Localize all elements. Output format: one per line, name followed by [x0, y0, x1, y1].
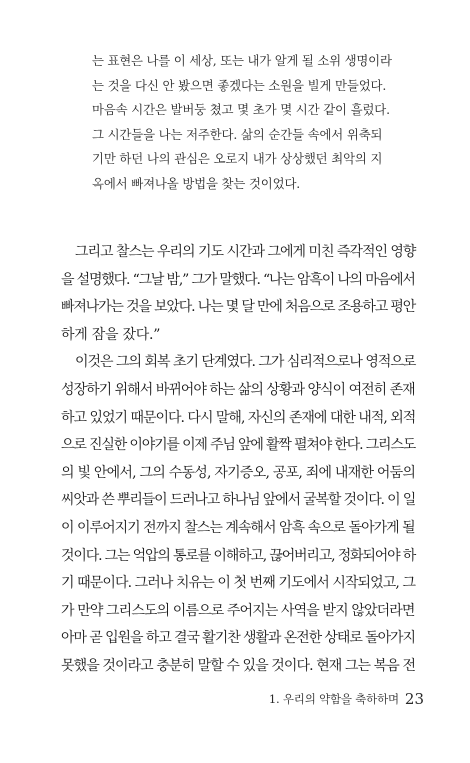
body-text [61, 239, 415, 681]
body-line: 으로 진실한 이야기를 이제 주님 앞에 활짝 펼쳐야 한다. 그리스도 [61, 437, 416, 454]
body-line: 이 이루어지기 전까지 찰스는 계속해서 암흑 속으로 돌아가게 될 [61, 519, 415, 536]
body-line: 빠져나가는 것을 보았다. 나는 몇 달 만에 처음으로 조용하고 평안 [61, 299, 416, 316]
quote-line: 마음속 시간은 발버둥 쳤고 몇 초가 몇 시간 같이 흘렀다. [92, 102, 390, 118]
body-line: 못했을 것이라고 충분히 말할 수 있을 것이다. 현재 그는 복음 전 [61, 657, 416, 674]
quote-line: 그 시간들을 나는 저주한다. 삶의 순간들 속에서 위축되 [92, 126, 383, 142]
quote-line: 기만 하던 나의 관심은 오로지 내가 상상했던 최악의 지 [92, 151, 383, 167]
body-line: 의 빛 안에서, 그의 수동성, 자기증오, 공포, 죄에 내재한 어둠의 [61, 464, 416, 481]
body-line: 기 때문이다. 그러나 치유는 이 첫 번째 기도에서 시작되었고, 그 [61, 575, 416, 592]
body-line: 것이다. 그는 억압의 통로를 이해하고, 끊어버리고, 정화되어야 하 [61, 547, 416, 564]
body-line: 아마 곧 입원을 하고 결국 활기찬 생활과 온전한 상태로 돌아가지 [61, 630, 415, 647]
chapter-title: 1. 우리의 약함을 축하하며 [268, 692, 399, 706]
page-footer [269, 690, 424, 708]
page-number: 23 [404, 690, 424, 708]
body-line: 성장하기 위해서 바뀌어야 하는 삶의 상황과 양식이 여전히 존재 [61, 381, 415, 398]
body-line: 이것은 그의 회복 초기 단계였다. 그가 심리적으로나 영적으로 [75, 354, 416, 371]
body-line: 씨앗과 쓴 뿌리들이 드러나고 하나님 앞에서 굴복할 것이다. 이 일 [61, 492, 416, 509]
quote-line: 옥에서 빠져나올 방법을 찾는 것이었다. [92, 175, 301, 191]
body-line: 하게 잠을 잤다.” [61, 326, 161, 343]
body-line: 하고 있었기 때문이다. 다시 말해, 자신의 존재에 대한 내적, 외적 [61, 409, 416, 426]
body-line: 그리고 찰스는 우리의 기도 시간과 그에게 미친 즉각적인 영향 [75, 244, 416, 260]
body-line: 을 설명했다. “그날 밤,” 그가 말했다. “나는 암흑이 나의 마음에서 [61, 271, 415, 288]
quote-line: 는 것을 다신 안 봤으면 좋겠다는 소원을 빌게 만들었다. [92, 77, 387, 93]
body-line: 가 만약 그리스도의 이름으로 주어지는 사역을 받지 않았더라면 [61, 602, 415, 619]
block-quote [92, 49, 392, 197]
quote-line: 는 표현은 나를 이 세상, 또는 내가 알게 될 소위 생명이라 [92, 53, 392, 68]
